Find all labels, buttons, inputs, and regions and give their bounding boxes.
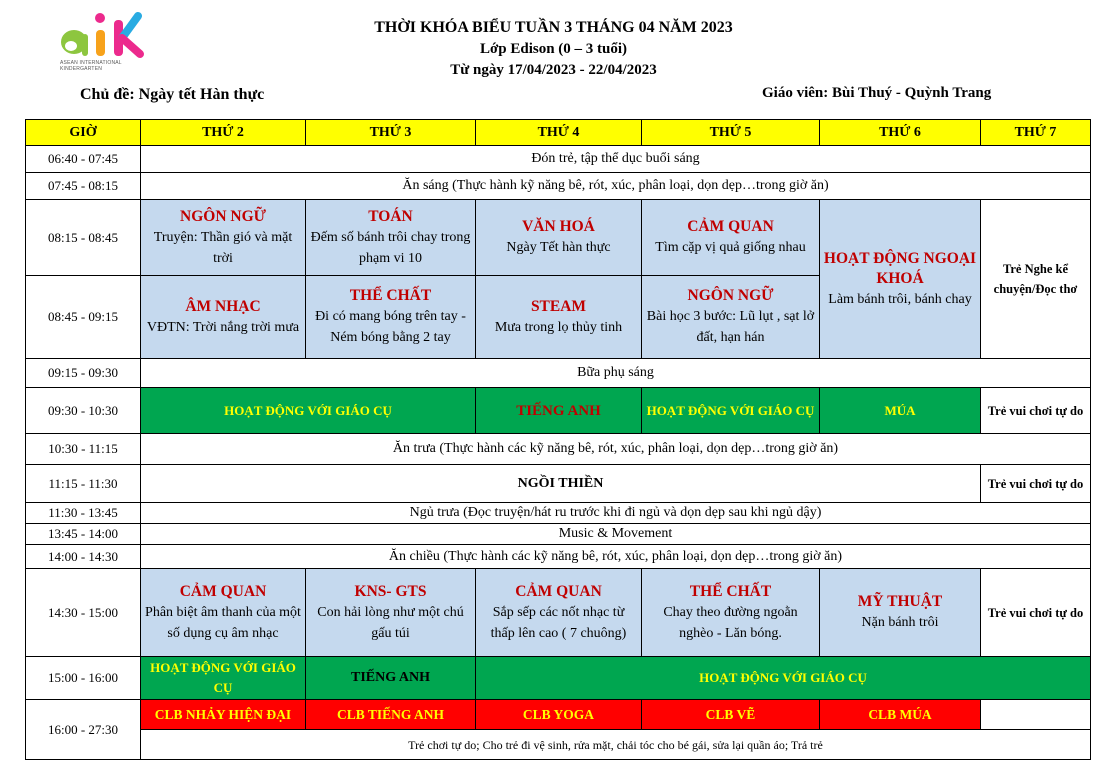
table-row xyxy=(26,465,1091,503)
lesson-cell xyxy=(476,569,642,657)
col-header-fri: THỨ 6 xyxy=(820,120,981,146)
time-cell: 14:00 - 14:30 xyxy=(26,545,141,569)
time-cell: 09:15 - 09:30 xyxy=(26,359,141,388)
time-cell: 15:00 - 16:00 xyxy=(26,657,141,700)
time-cell: 11:15 - 11:30 xyxy=(26,465,141,503)
table-row xyxy=(26,359,1091,388)
time-cell: 13:45 - 14:00 xyxy=(26,524,141,545)
col-header-wed: THỨ 4 xyxy=(476,120,642,146)
activity-cell: NGỒI THIỀN xyxy=(141,465,981,503)
subject-title: STEAM xyxy=(530,297,587,315)
activity-cell: Ăn trưa (Thực hành các kỹ năng bê, rót, xúc, phân loại, dọn dẹp…trong giờ ăn) xyxy=(141,434,1091,465)
topic-label: Chủ đề: Ngày tết Hàn thực xyxy=(80,86,265,103)
col-header-sat: THỨ 7 xyxy=(981,120,1091,146)
lesson-desc: Truyện: Thần gió và mặt trời xyxy=(153,229,293,266)
lesson-cell xyxy=(306,200,476,276)
header-row xyxy=(26,120,1091,146)
subject-title: TOÁN xyxy=(368,207,413,225)
table-row xyxy=(26,388,1091,434)
saturday-cell: Trẻ vui chơi tự do xyxy=(981,465,1091,503)
subject-title: NGÔN NGỮ xyxy=(687,287,774,304)
lesson-cell xyxy=(476,200,642,276)
lesson-cell xyxy=(141,200,306,276)
lesson-desc: Chay theo đường ngoằn nghèo - Lăn bóng. xyxy=(663,604,798,641)
lesson-desc: Con hải lòng như một chú gấu túi xyxy=(317,604,464,641)
subject-title: KNS- GTS xyxy=(354,582,427,600)
activity-cell: HOẠT ĐỘNG VỚI GIÁO CỤ xyxy=(642,388,820,434)
table-row xyxy=(26,524,1091,545)
activity-cell: Đón trẻ, tập thể dục buổi sáng xyxy=(141,146,1091,173)
time-cell: 07:45 - 08:15 xyxy=(26,173,141,200)
time-cell: 16:00 - 27:30 xyxy=(26,700,141,760)
activity-cell: Ăn sáng (Thực hành kỹ năng bê, rót, xúc, phân loại, dọn dẹp…trong giờ ăn) xyxy=(141,173,1091,200)
table-row xyxy=(26,657,1091,700)
col-header-thu: THỨ 5 xyxy=(642,120,820,146)
subject-title: HOẠT ĐỘNG NGOẠI KHOÁ xyxy=(823,249,977,287)
club-cell: CLB VẼ xyxy=(642,700,820,730)
subject-title: NGÔN NGỮ xyxy=(180,207,266,225)
subject-title: ÂM NHẠC xyxy=(185,297,261,315)
table-row xyxy=(26,503,1091,524)
table-row xyxy=(26,200,1091,276)
saturday-cell: Trẻ Nghe kể chuyện/Đọc thơ xyxy=(981,200,1091,359)
activity-cell: HOẠT ĐỘNG VỚI GIÁO CỤ xyxy=(141,657,306,700)
col-header-mon: THỨ 2 xyxy=(141,120,306,146)
lesson-desc: Ngày Tết hàn thực xyxy=(506,240,611,255)
lesson-desc: Sắp sếp các nốt nhạc từ thấp lên cao ( 7 chuông) xyxy=(490,604,627,641)
lesson-cell xyxy=(642,276,820,359)
time-cell: 09:30 - 10:30 xyxy=(26,388,141,434)
subject-title: THỂ CHẤT xyxy=(349,287,432,304)
lesson-cell xyxy=(306,276,476,359)
activity-cell: MÚA xyxy=(820,388,981,434)
page-title: THỜI KHÓA BIỂU TUẦN 3 THÁNG 04 NĂM 2023 xyxy=(374,19,733,36)
lesson-desc: VĐTN: Trời nắng trời mưa xyxy=(146,319,300,335)
lesson-desc: Tìm cặp vị quả giống nhau xyxy=(655,240,806,255)
date-range: Từ ngày 17/04/2023 - 22/04/2023 xyxy=(450,62,657,78)
club-cell: CLB TIẾNG ANH xyxy=(306,700,476,730)
lesson-cell xyxy=(306,569,476,657)
activity-cell: Ăn chiều (Thực hành các kỹ năng bê, rót, xúc, phân loại, dọn dẹp…trong giờ ăn) xyxy=(141,545,1091,569)
activity-cell: TIẾNG ANH xyxy=(306,657,476,700)
table-row xyxy=(26,434,1091,465)
table-row xyxy=(26,730,1091,760)
time-cell: 08:15 - 08:45 xyxy=(26,200,141,276)
club-cell: CLB MÚA xyxy=(820,700,981,730)
activity-cell: Music & Movement xyxy=(141,524,1091,545)
empty-cell xyxy=(981,700,1091,730)
lesson-desc: Đi có mang bóng trên tay - Ném bóng bằng 2 tay xyxy=(315,309,466,345)
lesson-cell xyxy=(820,200,981,359)
activity-cell: Trẻ chơi tự do; Cho trẻ đi vệ sinh, rửa mặt, chải tóc cho bé gái, sửa lại quần áo; Trả trẻ xyxy=(141,730,1091,760)
col-header-tue: THỨ 3 xyxy=(306,120,476,146)
teacher-label: Giáo viên: Bùi Thuý - Quỳnh Trang xyxy=(762,85,992,101)
lesson-desc: Mưa trong lọ thủy tinh xyxy=(494,319,623,335)
subject-title: CẢM QUAN xyxy=(515,582,602,600)
table-row xyxy=(26,569,1091,657)
lesson-desc: Nặn bánh trôi xyxy=(861,615,939,630)
activity-cell: Ngủ trưa (Đọc truyện/hát ru trước khi đi ngủ và dọn dẹp sau khi ngủ dậy) xyxy=(141,503,1091,524)
subject-title: MỸ THUẬT xyxy=(857,593,943,610)
lesson-desc: Phân biệt âm thanh của một số dụng cụ âm nhạc xyxy=(145,604,301,641)
table-row xyxy=(26,700,1091,730)
lesson-cell xyxy=(141,276,306,359)
logo-subtitle-1: ASEAN INTERNATIONAL xyxy=(60,60,122,66)
activity-cell: HOẠT ĐỘNG VỚI GIÁO CỤ xyxy=(141,388,476,434)
saturday-cell: Trẻ vui chơi tự do xyxy=(981,569,1091,657)
lesson-desc: Bài học 3 bước: Lũ lụt , sạt lở đất, hạn hán xyxy=(646,309,815,345)
lesson-desc: Đếm số bánh trôi chay trong phạm vi 10 xyxy=(310,229,471,266)
lesson-desc: Làm bánh trôi, bánh chay xyxy=(828,291,972,307)
time-cell: 06:40 - 07:45 xyxy=(26,146,141,173)
subject-title: VĂN HOÁ xyxy=(522,218,595,235)
lesson-cell xyxy=(642,200,820,276)
lesson-cell xyxy=(141,569,306,657)
saturday-cell: Trẻ vui chơi tự do xyxy=(981,388,1091,434)
subject-title: CẢM QUAN xyxy=(687,218,774,235)
club-cell: CLB YOGA xyxy=(476,700,642,730)
timetable xyxy=(25,119,1091,760)
time-cell: 14:30 - 15:00 xyxy=(26,569,141,657)
table-row xyxy=(26,173,1091,200)
time-cell: 10:30 - 11:15 xyxy=(26,434,141,465)
subject-title: THỂ CHẤT xyxy=(689,582,772,600)
lesson-cell xyxy=(476,276,642,359)
time-cell: 08:45 - 09:15 xyxy=(26,276,141,359)
logo-subtitle-2: KINDERGARTEN xyxy=(60,66,103,72)
time-cell: 11:30 - 13:45 xyxy=(26,503,141,524)
class-line: Lớp Edison (0 – 3 tuổi) xyxy=(479,41,628,57)
activity-cell: HOẠT ĐỘNG VỚI GIÁO CỤ xyxy=(476,657,1091,700)
lesson-cell xyxy=(820,569,981,657)
club-cell: CLB NHẢY HIỆN ĐẠI xyxy=(141,700,306,730)
subject-title: CẢM QUAN xyxy=(179,582,267,600)
table-row xyxy=(26,146,1091,173)
col-header-time: GIỜ xyxy=(26,120,141,146)
lesson-cell xyxy=(642,569,820,657)
table-row xyxy=(26,545,1091,569)
activity-cell: TIẾNG ANH xyxy=(476,388,642,434)
activity-cell: Bữa phụ sáng xyxy=(141,359,1091,388)
